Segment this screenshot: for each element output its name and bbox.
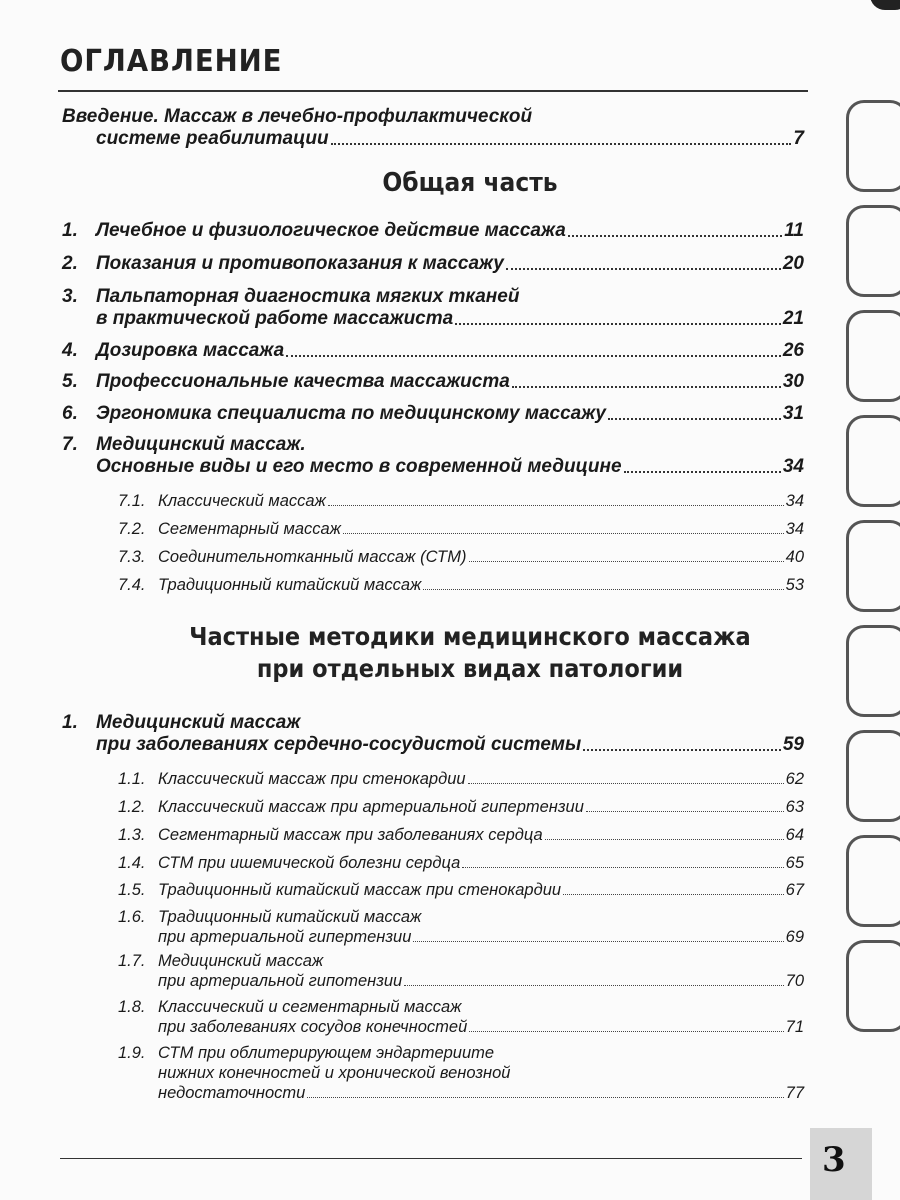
toc-subentry-1-6[interactable]: при артериальной гипертензии 69: [158, 928, 804, 946]
toc-subentry-1-2[interactable]: 1.2. Классический массаж при артериальной гипертензии 63: [118, 798, 804, 816]
side-tab-7: [846, 730, 900, 822]
toc-subentry-1-9-line2: нижних конечностей и хронической венозной: [158, 1064, 511, 1082]
section-heading-special-line2: при отдельных видах патологии: [256, 654, 684, 683]
toc-entry-2[interactable]: 2. Показания и противопоказания к массажу 20: [62, 253, 804, 274]
page-title: ОГЛАВЛЕНИЕ: [60, 44, 283, 79]
toc-entry-6[interactable]: 6. Эргономика специалиста по медицинскому массажу 31: [62, 403, 804, 424]
toc-subentry-7-3[interactable]: 7.3. Соединительнотканный массаж (СТМ) 40: [118, 548, 804, 566]
toc-entry-5[interactable]: 5. Профессиональные качества массажиста 30: [62, 371, 804, 392]
side-tab-4: [846, 415, 900, 507]
toc-intro-line1: Введение. Массаж в лечебно-профилактической: [62, 106, 533, 127]
toc-subentry-7-1[interactable]: 7.1. Классический массаж 34: [118, 492, 804, 510]
side-tab-8: [846, 835, 900, 927]
side-tab-5: [846, 520, 900, 612]
toc-entry-3-line1: 3. Пальпаторная диагностика мягких тканей: [62, 286, 520, 307]
toc-subentry-7-2[interactable]: 7.2. Сегментарный массаж 34: [118, 520, 804, 538]
toc-subentry-1-7-line1: 1.7. Медицинский массаж: [118, 952, 324, 970]
toc-subentry-1-4[interactable]: 1.4. СТМ при ишемической болезни сердца 65: [118, 854, 804, 872]
page-corner-mark: [870, 0, 900, 10]
toc-subentry-1-1[interactable]: 1.1. Классический массаж при стенокардии 62: [118, 770, 804, 788]
footer-divider: [60, 1158, 802, 1159]
toc-entry-7-line1: 7. Медицинский массаж.: [62, 434, 306, 455]
toc-entry-intro[interactable]: системе реабилитации 7: [96, 128, 804, 149]
toc-subentry-7-4[interactable]: 7.4. Традиционный китайский массаж 53: [118, 576, 804, 594]
toc-subentry-1-6-line1: 1.6. Традиционный китайский массаж: [118, 908, 422, 926]
toc-subentry-1-8[interactable]: при заболеваниях сосудов конечностей 71: [158, 1018, 804, 1036]
toc-subentry-1-9[interactable]: недостаточности 77: [158, 1084, 804, 1102]
toc-entry-1[interactable]: 1. Лечебное и физиологическое действие массажа 11: [62, 220, 804, 241]
toc-special-1-line1: 1. Медицинский массаж: [62, 712, 301, 733]
toc-subentry-1-3[interactable]: 1.3. Сегментарный массаж при заболеваниях сердца 64: [118, 826, 804, 844]
section-heading-special-line1: Частные методики медицинского массажа: [189, 622, 751, 651]
toc-subentry-1-7[interactable]: при артериальной гипотензии 70: [158, 972, 804, 990]
toc-entry-3[interactable]: в практической работе массажиста 21: [96, 308, 804, 329]
toc-entry-7[interactable]: Основные виды и его место в современной медицине 34: [96, 456, 804, 477]
toc-subentry-1-8-line1: 1.8. Классический и сегментарный массаж: [118, 998, 462, 1016]
section-heading-general: Общая часть: [382, 168, 558, 198]
toc-entry-4[interactable]: 4. Дозировка массажа 26: [62, 340, 804, 361]
toc-subentry-1-5[interactable]: 1.5. Традиционный китайский массаж при стенокардии 67: [118, 881, 804, 899]
toc-subentry-1-9-line1: 1.9. СТМ при облитерирующем эндартериите: [118, 1044, 495, 1062]
title-divider: [58, 90, 808, 92]
page-number: 3: [822, 1140, 846, 1180]
side-tab-3: [846, 310, 900, 402]
side-tab-1: [846, 100, 900, 192]
side-tab-2: [846, 205, 900, 297]
side-tab-9: [846, 940, 900, 1032]
side-tab-6: [846, 625, 900, 717]
toc-special-1[interactable]: при заболеваниях сердечно-сосудистой системы 59: [96, 734, 804, 755]
